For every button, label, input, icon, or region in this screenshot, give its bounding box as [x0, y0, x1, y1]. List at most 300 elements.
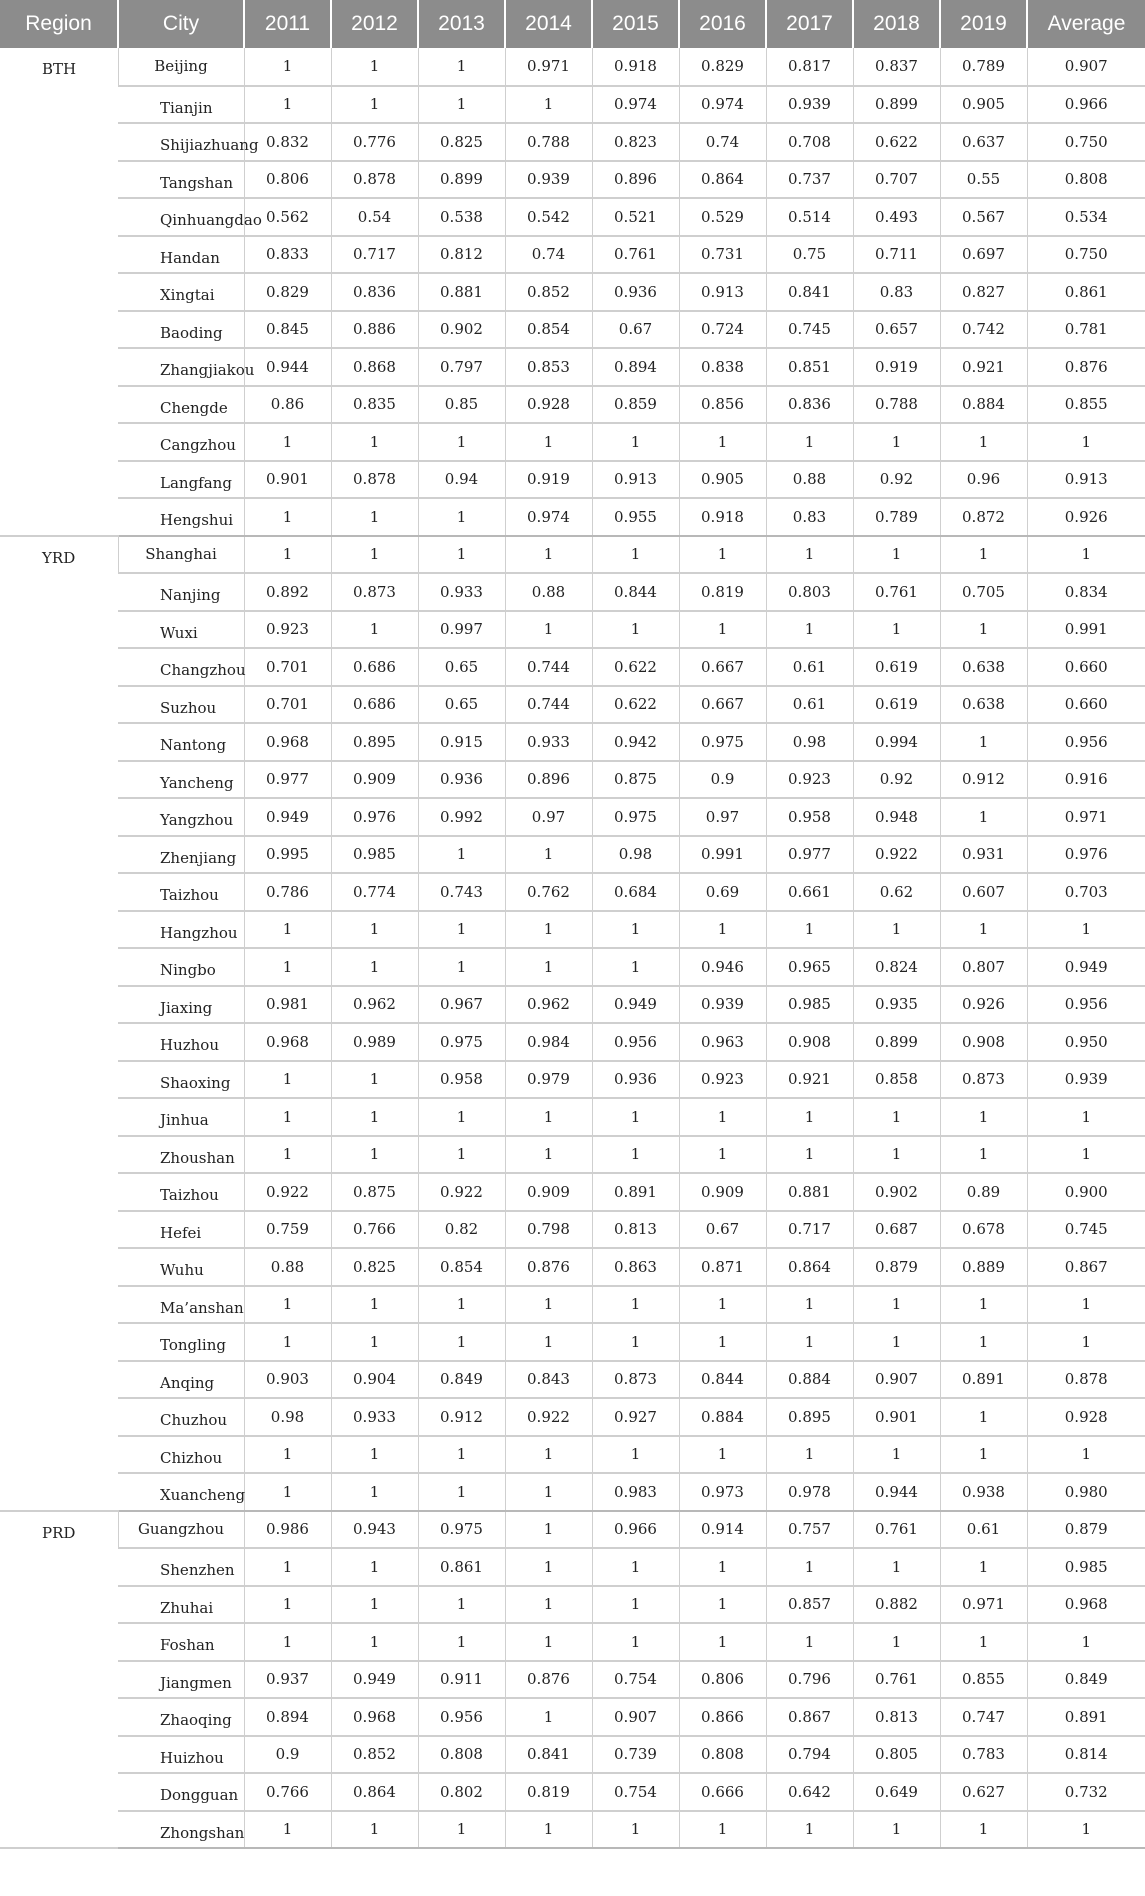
value-cell: 1 [244, 48, 331, 86]
value-cell: 0.975 [418, 1023, 505, 1061]
value-cell: 0.985 [766, 986, 853, 1024]
table-row [0, 1061, 1145, 1099]
value-cell: 1 [940, 1398, 1027, 1436]
value-cell: 1 [505, 1323, 592, 1361]
value-cell: 0.905 [940, 86, 1027, 124]
value-cell: 1 [505, 1698, 592, 1736]
value-cell: 0.823 [592, 123, 679, 161]
city-cell: Shenzhen [118, 1548, 244, 1586]
header-region: Region [0, 0, 118, 48]
value-cell: 1 [853, 1623, 940, 1661]
table-row [0, 686, 1145, 724]
value-cell: 0.829 [679, 48, 766, 86]
value-cell: 0.88 [505, 573, 592, 611]
value-cell: 0.9 [679, 761, 766, 799]
value-cell: 1 [679, 1548, 766, 1586]
average-cell: 1 [1027, 423, 1145, 461]
value-cell: 1 [244, 536, 331, 574]
average-cell: 1 [1027, 1811, 1145, 1849]
city-cell: Tianjin [118, 86, 244, 124]
value-cell: 0.731 [679, 236, 766, 274]
city-cell: Wuxi [118, 611, 244, 649]
average-cell: 0.928 [1027, 1398, 1145, 1436]
value-cell: 0.881 [766, 1173, 853, 1211]
value-cell: 1 [940, 1323, 1027, 1361]
city-cell: Ma’anshan [118, 1286, 244, 1324]
value-cell: 0.984 [505, 1023, 592, 1061]
city-cell: Zhaoqing [118, 1698, 244, 1736]
city-cell: Anqing [118, 1361, 244, 1399]
value-cell: 0.806 [679, 1661, 766, 1699]
value-cell: 1 [244, 1548, 331, 1586]
value-cell: 1 [244, 1623, 331, 1661]
value-cell: 0.949 [592, 986, 679, 1024]
value-cell: 0.975 [679, 723, 766, 761]
value-cell: 0.642 [766, 1773, 853, 1811]
header-year-2015: 2015 [592, 0, 679, 48]
value-cell: 1 [940, 1286, 1027, 1324]
city-cell: Changzhou [118, 648, 244, 686]
value-cell: 1 [679, 1136, 766, 1174]
table-row [0, 1323, 1145, 1361]
value-cell: 0.949 [244, 798, 331, 836]
city-cell: Zhenjiang [118, 836, 244, 874]
average-cell: 0.732 [1027, 1773, 1145, 1811]
value-cell: 0.896 [505, 761, 592, 799]
value-cell: 0.88 [244, 1248, 331, 1286]
city-cell: Tongling [118, 1323, 244, 1361]
value-cell: 0.783 [940, 1736, 1027, 1774]
average-cell: 0.834 [1027, 573, 1145, 611]
city-cell: Cangzhou [118, 423, 244, 461]
city-cell: Jiaxing [118, 986, 244, 1024]
table-row [0, 1698, 1145, 1736]
value-cell: 1 [418, 1436, 505, 1474]
table-row [0, 836, 1145, 874]
value-cell: 1 [505, 1811, 592, 1849]
value-cell: 1 [505, 948, 592, 986]
table-row [0, 798, 1145, 836]
value-cell: 1 [940, 798, 1027, 836]
value-cell: 0.797 [418, 348, 505, 386]
city-cell: Langfang [118, 461, 244, 499]
header-average: Average [1027, 0, 1145, 48]
region-cell: BTH [0, 48, 118, 536]
city-cell: Jiangmen [118, 1661, 244, 1699]
average-cell: 0.849 [1027, 1661, 1145, 1699]
value-cell: 0.858 [853, 1061, 940, 1099]
value-cell: 0.922 [505, 1398, 592, 1436]
value-cell: 0.895 [766, 1398, 853, 1436]
value-cell: 1 [679, 911, 766, 949]
value-cell: 0.97 [679, 798, 766, 836]
value-cell: 1 [418, 1586, 505, 1624]
value-cell: 1 [853, 1098, 940, 1136]
value-cell: 0.667 [679, 648, 766, 686]
value-cell: 0.992 [418, 798, 505, 836]
average-cell: 0.971 [1027, 798, 1145, 836]
value-cell: 1 [679, 1436, 766, 1474]
value-cell: 0.808 [418, 1736, 505, 1774]
city-cell: Taizhou [118, 1173, 244, 1211]
value-cell: 0.922 [418, 1173, 505, 1211]
value-cell: 0.542 [505, 198, 592, 236]
header-year-2012: 2012 [331, 0, 418, 48]
table-row [0, 1473, 1145, 1511]
value-cell: 1 [331, 536, 418, 574]
value-cell: 0.705 [940, 573, 1027, 611]
value-cell: 0.933 [331, 1398, 418, 1436]
value-cell: 0.892 [244, 573, 331, 611]
value-cell: 0.967 [418, 986, 505, 1024]
value-cell: 0.944 [244, 348, 331, 386]
value-cell: 1 [418, 1098, 505, 1136]
value-cell: 0.949 [331, 1661, 418, 1699]
value-cell: 1 [331, 48, 418, 86]
value-cell: 0.979 [505, 1061, 592, 1099]
value-cell: 0.827 [940, 273, 1027, 311]
table-row [0, 198, 1145, 236]
value-cell: 0.956 [418, 1698, 505, 1736]
value-cell: 0.872 [940, 498, 1027, 536]
value-cell: 1 [853, 1811, 940, 1849]
value-cell: 1 [940, 911, 1027, 949]
value-cell: 0.806 [244, 161, 331, 199]
value-cell: 0.909 [679, 1173, 766, 1211]
value-cell: 1 [505, 423, 592, 461]
city-cell: Nanjing [118, 573, 244, 611]
value-cell: 0.69 [679, 873, 766, 911]
table-row [0, 311, 1145, 349]
value-cell: 0.983 [592, 1473, 679, 1511]
value-cell: 1 [766, 1811, 853, 1849]
value-cell: 0.989 [331, 1023, 418, 1061]
average-cell: 0.703 [1027, 873, 1145, 911]
value-cell: 0.83 [853, 273, 940, 311]
header-year-2018: 2018 [853, 0, 940, 48]
city-cell: Zhangjiakou [118, 348, 244, 386]
value-cell: 0.92 [853, 761, 940, 799]
value-cell: 0.981 [244, 986, 331, 1024]
value-cell: 0.701 [244, 648, 331, 686]
header-row [0, 0, 1145, 48]
value-cell: 0.933 [505, 723, 592, 761]
value-cell: 0.909 [331, 761, 418, 799]
value-cell: 0.991 [679, 836, 766, 874]
value-cell: 0.813 [592, 1211, 679, 1249]
value-cell: 0.638 [940, 686, 1027, 724]
value-cell: 0.944 [853, 1473, 940, 1511]
value-cell: 0.844 [592, 573, 679, 611]
value-cell: 0.864 [679, 161, 766, 199]
value-cell: 0.82 [418, 1211, 505, 1249]
value-cell: 0.761 [853, 1661, 940, 1699]
value-cell: 1 [679, 1323, 766, 1361]
value-cell: 1 [853, 611, 940, 649]
value-cell: 0.757 [766, 1511, 853, 1549]
value-cell: 1 [331, 1061, 418, 1099]
value-cell: 0.686 [331, 648, 418, 686]
value-cell: 0.901 [853, 1398, 940, 1436]
value-cell: 1 [505, 1473, 592, 1511]
city-cell: Qinhuangdao [118, 198, 244, 236]
city-cell: Taizhou [118, 873, 244, 911]
value-cell: 0.866 [679, 1698, 766, 1736]
value-cell: 1 [244, 1136, 331, 1174]
city-cell: Handan [118, 236, 244, 274]
value-cell: 0.974 [592, 86, 679, 124]
value-cell: 1 [592, 1323, 679, 1361]
value-cell: 0.886 [331, 311, 418, 349]
value-cell: 0.926 [940, 986, 1027, 1024]
value-cell: 1 [505, 1286, 592, 1324]
value-cell: 0.876 [505, 1661, 592, 1699]
value-cell: 1 [244, 498, 331, 536]
value-cell: 1 [331, 911, 418, 949]
value-cell: 0.923 [766, 761, 853, 799]
value-cell: 0.884 [766, 1361, 853, 1399]
average-cell: 0.949 [1027, 948, 1145, 986]
value-cell: 0.939 [766, 86, 853, 124]
table-row [0, 911, 1145, 949]
value-cell: 0.997 [418, 611, 505, 649]
value-cell: 0.852 [505, 273, 592, 311]
average-cell: 0.855 [1027, 386, 1145, 424]
table-row [0, 648, 1145, 686]
table-row [0, 1248, 1145, 1286]
value-cell: 0.884 [940, 386, 1027, 424]
value-cell: 0.836 [331, 273, 418, 311]
value-cell: 1 [244, 1586, 331, 1624]
table-row [0, 86, 1145, 124]
value-cell: 0.85 [418, 386, 505, 424]
average-cell: 1 [1027, 911, 1145, 949]
average-cell: 0.966 [1027, 86, 1145, 124]
value-cell: 0.948 [853, 798, 940, 836]
value-cell: 1 [592, 1136, 679, 1174]
table-row [0, 161, 1145, 199]
value-cell: 0.943 [331, 1511, 418, 1549]
value-cell: 0.962 [331, 986, 418, 1024]
average-cell: 0.956 [1027, 986, 1145, 1024]
value-cell: 0.657 [853, 311, 940, 349]
value-cell: 1 [940, 1136, 1027, 1174]
city-cell: Suzhou [118, 686, 244, 724]
value-cell: 0.955 [592, 498, 679, 536]
value-cell: 0.903 [244, 1361, 331, 1399]
value-cell: 0.876 [505, 1248, 592, 1286]
value-cell: 0.939 [505, 161, 592, 199]
value-cell: 0.667 [679, 686, 766, 724]
value-cell: 1 [592, 1811, 679, 1849]
value-cell: 1 [592, 611, 679, 649]
value-cell: 0.538 [418, 198, 505, 236]
value-cell: 0.844 [679, 1361, 766, 1399]
value-cell: 0.678 [940, 1211, 1027, 1249]
average-cell: 0.781 [1027, 311, 1145, 349]
table-row [0, 1586, 1145, 1624]
average-cell: 0.891 [1027, 1698, 1145, 1736]
city-cell: Wuhu [118, 1248, 244, 1286]
table-row [0, 611, 1145, 649]
value-cell: 0.974 [679, 86, 766, 124]
city-cell: Zhongshan [118, 1811, 244, 1849]
city-cell: Chuzhou [118, 1398, 244, 1436]
value-cell: 0.986 [244, 1511, 331, 1549]
average-cell: 1 [1027, 1623, 1145, 1661]
value-cell: 0.912 [940, 761, 1027, 799]
value-cell: 1 [331, 1548, 418, 1586]
value-cell: 0.968 [244, 723, 331, 761]
value-cell: 1 [505, 1098, 592, 1136]
value-cell: 0.619 [853, 686, 940, 724]
value-cell: 0.622 [592, 648, 679, 686]
value-cell: 0.891 [940, 1361, 1027, 1399]
value-cell: 0.857 [766, 1586, 853, 1624]
value-cell: 1 [331, 1436, 418, 1474]
value-cell: 1 [418, 948, 505, 986]
value-cell: 0.914 [679, 1511, 766, 1549]
header-year-2016: 2016 [679, 0, 766, 48]
average-cell: 0.976 [1027, 836, 1145, 874]
value-cell: 0.907 [592, 1698, 679, 1736]
region-cell: YRD [0, 536, 118, 1511]
city-cell: Hengshui [118, 498, 244, 536]
value-cell: 1 [331, 1098, 418, 1136]
value-cell: 0.89 [940, 1173, 1027, 1211]
value-cell: 0.853 [505, 348, 592, 386]
value-cell: 1 [853, 423, 940, 461]
average-cell: 0.980 [1027, 1473, 1145, 1511]
value-cell: 0.717 [331, 236, 418, 274]
value-cell: 1 [853, 911, 940, 949]
header-year-2019: 2019 [940, 0, 1027, 48]
value-cell: 0.901 [244, 461, 331, 499]
value-cell: 0.922 [853, 836, 940, 874]
city-cell: Chengde [118, 386, 244, 424]
value-cell: 0.912 [418, 1398, 505, 1436]
value-cell: 0.927 [592, 1398, 679, 1436]
value-cell: 1 [679, 611, 766, 649]
average-cell: 1 [1027, 1286, 1145, 1324]
value-cell: 0.803 [766, 573, 853, 611]
value-cell: 0.9 [244, 1736, 331, 1774]
table-row [0, 461, 1145, 499]
value-cell: 1 [853, 1286, 940, 1324]
value-cell: 1 [505, 536, 592, 574]
value-cell: 0.812 [418, 236, 505, 274]
value-cell: 0.638 [940, 648, 1027, 686]
value-cell: 1 [418, 1473, 505, 1511]
table-row [0, 1436, 1145, 1474]
value-cell: 1 [766, 1098, 853, 1136]
table-row [0, 1511, 1145, 1549]
value-cell: 0.963 [679, 1023, 766, 1061]
value-cell: 0.627 [940, 1773, 1027, 1811]
table-row [0, 761, 1145, 799]
city-cell: Baoding [118, 311, 244, 349]
value-cell: 0.905 [679, 461, 766, 499]
value-cell: 0.97 [505, 798, 592, 836]
value-cell: 0.622 [592, 686, 679, 724]
value-cell: 0.908 [766, 1023, 853, 1061]
value-cell: 0.67 [592, 311, 679, 349]
value-cell: 0.805 [853, 1736, 940, 1774]
average-cell: 0.861 [1027, 273, 1145, 311]
value-cell: 0.968 [244, 1023, 331, 1061]
value-cell: 1 [679, 536, 766, 574]
table-row [0, 498, 1145, 536]
value-cell: 0.707 [853, 161, 940, 199]
value-cell: 0.619 [853, 648, 940, 686]
value-cell: 1 [505, 1511, 592, 1549]
value-cell: 1 [244, 1473, 331, 1511]
value-cell: 0.825 [418, 123, 505, 161]
value-cell: 0.899 [853, 1023, 940, 1061]
average-cell: 0.879 [1027, 1511, 1145, 1549]
value-cell: 0.788 [853, 386, 940, 424]
value-cell: 0.98 [592, 836, 679, 874]
value-cell: 0.514 [766, 198, 853, 236]
table-row [0, 423, 1145, 461]
value-cell: 0.921 [940, 348, 1027, 386]
value-cell: 0.67 [679, 1211, 766, 1249]
city-cell: Huzhou [118, 1023, 244, 1061]
value-cell: 0.855 [940, 1661, 1027, 1699]
value-cell: 0.802 [418, 1773, 505, 1811]
value-cell: 1 [505, 1436, 592, 1474]
table-body [0, 48, 1145, 1848]
value-cell: 0.776 [331, 123, 418, 161]
value-cell: 0.808 [679, 1736, 766, 1774]
city-cell: Beijing [118, 48, 244, 86]
value-cell: 1 [331, 498, 418, 536]
city-cell: Yancheng [118, 761, 244, 799]
value-cell: 0.908 [940, 1023, 1027, 1061]
table-row [0, 1098, 1145, 1136]
value-cell: 0.899 [418, 161, 505, 199]
value-cell: 1 [592, 1286, 679, 1324]
value-cell: 0.622 [853, 123, 940, 161]
value-cell: 0.864 [331, 1773, 418, 1811]
value-cell: 0.789 [853, 498, 940, 536]
value-cell: 0.717 [766, 1211, 853, 1249]
value-cell: 1 [679, 1623, 766, 1661]
header-year-2014: 2014 [505, 0, 592, 48]
average-cell: 0.916 [1027, 761, 1145, 799]
value-cell: 0.666 [679, 1773, 766, 1811]
value-cell: 1 [940, 611, 1027, 649]
value-cell: 1 [766, 1286, 853, 1324]
value-cell: 1 [940, 1811, 1027, 1849]
table-row [0, 723, 1145, 761]
table-row [0, 1398, 1145, 1436]
value-cell: 0.891 [592, 1173, 679, 1211]
value-cell: 1 [766, 1548, 853, 1586]
table-row [0, 1173, 1145, 1211]
value-cell: 0.973 [679, 1473, 766, 1511]
average-cell: 0.876 [1027, 348, 1145, 386]
value-cell: 0.923 [244, 611, 331, 649]
value-cell: 0.841 [766, 273, 853, 311]
value-cell: 1 [853, 1436, 940, 1474]
value-cell: 1 [331, 1323, 418, 1361]
value-cell: 1 [505, 86, 592, 124]
value-cell: 0.737 [766, 161, 853, 199]
value-cell: 0.824 [853, 948, 940, 986]
value-cell: 0.849 [418, 1361, 505, 1399]
city-cell: Foshan [118, 1623, 244, 1661]
